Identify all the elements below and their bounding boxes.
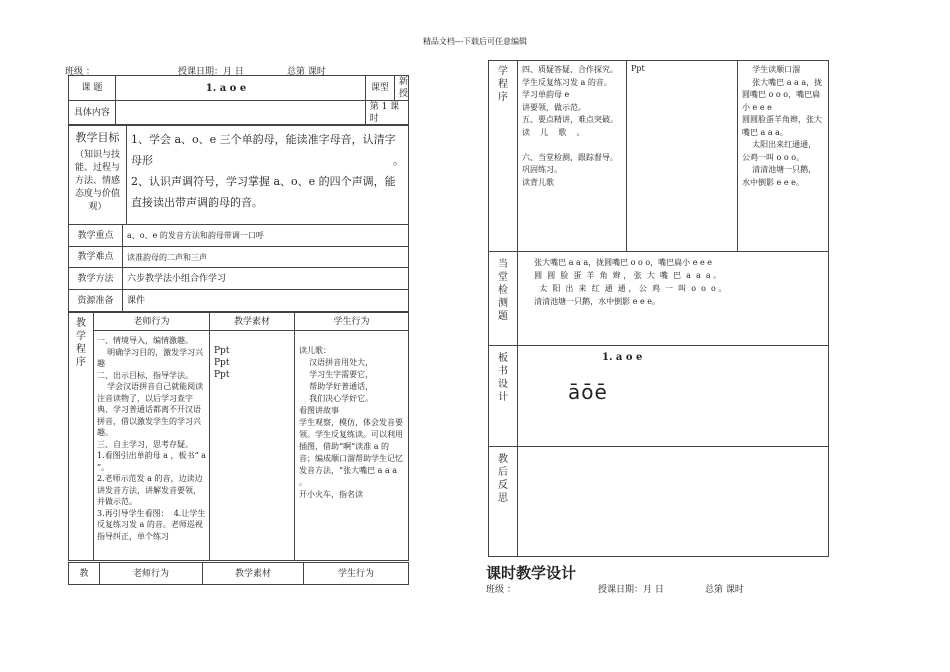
bottom-col3: 教学素材 [203,563,304,585]
right-proc-student: 学生读顺口溜 张大嘴巴 a a a，拢圆嘴巴 o o o，嘴巴扁小 e e e 圆圆脸蛋羊角辫，张大嘴巴 a a a。 太阳出来红通通，公鸡一叫 o o o。 清清池塘一只鹅，水中倒影 e e e。 [738,61,829,252]
key-table [68,224,409,312]
type-label: 课型 [365,76,394,101]
reflect-label: 教后反思 [489,447,518,557]
goal-label-cell [69,125,127,225]
goal-label: 教学目标 [75,131,120,144]
res-value: 课件 [123,290,409,312]
material-head: 教学素材 [210,313,295,331]
bottom-head-table [68,562,409,585]
res-label: 资源准备 [69,290,123,312]
content-value [115,101,365,126]
reflect-cell [518,447,829,557]
method-label: 教学方法 [69,268,123,290]
goal-sub: （知识与技能、过程与方法、情感态度与价值观） [74,150,120,212]
right-proc-label: 学程序 [489,61,518,252]
student-text: 读儿歌： 汉语拼音用处大， 学习生字需要它， 帮助学好普通话， 我们决心学好它。 看图讲故事 学生观察，模仿，体会发音要领。学生反复练读。可以利用插图，借助“啊”读准 a 的音；编成顺口溜帮助学生记忆发音方法，“张大嘴巴 a a a 。 开小火车，指名读 [295,331,409,561]
class-line: 班级 ： [65,67,95,77]
key-value: a、o、e 的发音方法和韵母带调一口呼 [123,225,409,247]
test-label: 当堂检测题 [489,252,518,346]
period-value: 第 1 课时 [365,101,408,126]
right-table [488,60,829,557]
board-title: 1. a o e [602,352,643,363]
topic-label: 课 题 [69,76,116,101]
bottom-col1: 教 [69,563,100,585]
bottom-col4: 学生行为 [304,563,409,585]
student-head: 学生行为 [295,313,409,331]
date-line: 授课日期：月 日 [178,67,244,77]
left-top-table [68,75,409,126]
right-total-line: 总第 课时 [705,585,744,595]
material-list [210,331,295,561]
right-proc-material: Ppt [627,61,738,252]
right-proc-text: 四、质疑答疑，合作探究。 学生反复练习发 a 的音。 学习单韵母 e 讲要领，做示范。 五、要点精讲，难点突破。 读 儿 歌 。 六、当堂检测，跟踪督导。 巩固练习。 读背儿歌 [518,61,627,252]
content-label: 具体内容 [69,101,116,126]
proc-label: 教学程序 [69,313,94,561]
header-note: 精品文档---下载后可任意编辑 [422,37,528,46]
material-item: Ppt [214,370,230,380]
method-value: 六步教学法小组合作学习 [123,268,409,290]
total-line: 总第 课时 [287,67,326,77]
goal-content [127,125,409,225]
hard-label: 教学难点 [69,247,123,268]
right-date-line: 授课日期：月 日 [598,585,664,595]
hard-value: 读准韵母的二声和三声 [123,247,409,268]
goal-table [68,124,409,225]
material-item: Ppt [214,358,230,368]
bottom-col2: 老师行为 [100,563,203,585]
board-label: 板书设计 [489,346,518,447]
teacher-text: 一、情境导入，编情激趣。 明确学习目的，激发学习兴趣 二、出示目标，指导学法。 学会汉语拼音自己就能阅读注音读物了，以后学习查字典、学习普通话都离不开汉语拼音，借以激发学生的学习兴趣。 三、自主学习，思考存疑。 1.看图引出单韵母 a ，板书“ a ”。 2.老师示范发 a 的音，边读边讲发音方法，讲解发音要领，并做示范。 3.再引导学生看图： 4.让学生反复练习发 a 的音。老师巡视指导纠正，单个练习 [94,331,210,561]
topic-value: 1. a o e [115,76,365,101]
type-value: 新授 [394,76,408,101]
footer-title: 课时教学设计 [486,564,577,582]
teacher-head: 老师行为 [94,313,210,331]
board-letters: āōē [568,380,608,404]
board-cell [518,346,829,447]
goal-item-2: 2、认识声调符号，学习掌握 a、o、e 的四个声调，能直接读出带声调韵母的音。 [131,175,396,209]
key-label: 教学重点 [69,225,123,247]
material-item: Ppt [214,346,230,356]
right-class-line: 班级 ： [486,585,516,595]
test-text: 张大嘴巴 a a a，拢圆嘴巴 o o o，嘴巴扁小 e e e 圆 圆 脸 蛋 羊 角 辫 ， 张 大 嘴 巴 a a a 。 太 阳 出 来 红 通 通 ， 公 鸡 一 叫 o o o 。 清清池塘一只鹅，水中倒影 e e e。 [518,252,829,346]
proc-table [68,312,409,561]
goal-item-1: 1、学会 a、o、e 三个单韵母，能读准字母音，认清字母形 。 [131,133,404,167]
